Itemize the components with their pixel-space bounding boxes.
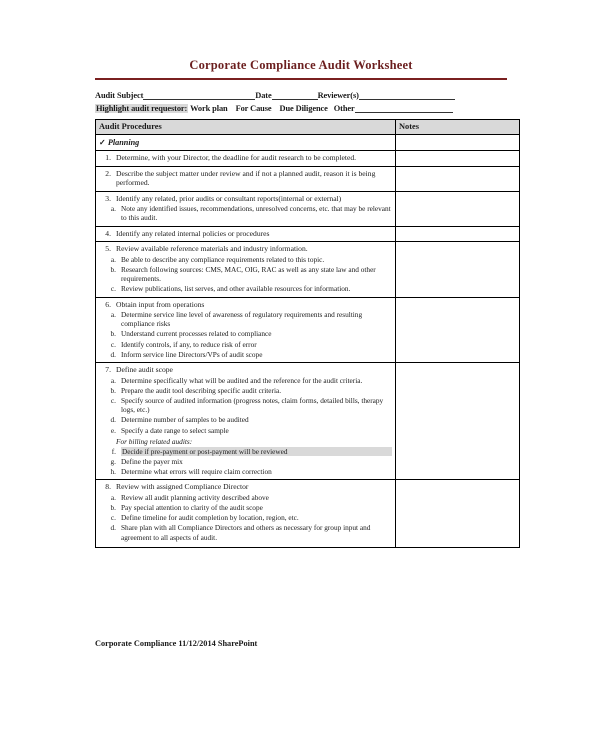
sub-letter: a.	[110, 310, 116, 320]
field-row-requestor	[95, 103, 507, 113]
procedure-cell-2	[96, 166, 396, 191]
sub-letter: c.	[110, 513, 116, 523]
sub-text: Determine what errors will require claim correction	[121, 467, 272, 477]
reviewers-label: Reviewer(s)	[317, 91, 359, 100]
table-row	[96, 166, 520, 191]
procedure-cell-1	[96, 151, 396, 167]
notes-cell-1[interactable]	[396, 151, 520, 167]
item-number: 1.	[105, 153, 111, 162]
audit-subject-input[interactable]	[143, 90, 255, 100]
item-number: 7.	[105, 365, 111, 374]
section-label: Planning	[107, 138, 140, 147]
sub-text: Determine specifically what will be audited and the reference for the audit criteria.	[121, 375, 363, 385]
item-text: Obtain input from operations	[116, 299, 205, 309]
item-number: 8.	[105, 482, 111, 492]
sub-text: Review all audit planning activity described above	[121, 492, 269, 502]
requestor-other-input[interactable]	[355, 103, 453, 113]
title-divider	[95, 78, 507, 80]
notes-cell-8[interactable]	[396, 480, 520, 548]
item-text: Identify any related internal policies or procedures	[116, 228, 270, 238]
item-text: Determine, with your Director, the deadline for audit research to be completed.	[116, 153, 357, 162]
sub-letter: a.	[110, 375, 116, 385]
document-footer: Corporate Compliance 11/12/2014 SharePoint	[95, 639, 258, 648]
notes-cell-6[interactable]	[396, 297, 520, 363]
date-label: Date	[255, 91, 272, 100]
sub-letter: c.	[110, 284, 116, 294]
sub-text: Identify controls, if any, to reduce risk of error	[121, 339, 257, 349]
notes-cell-2[interactable]	[396, 166, 520, 191]
sub-letter: a.	[110, 204, 116, 214]
procedure-cell-4	[96, 226, 396, 242]
sub-letter: c.	[110, 339, 116, 349]
sub-letter: f.	[111, 446, 116, 456]
sub-letter: h.	[110, 467, 116, 477]
sub-letter: d.	[110, 523, 116, 533]
procedure-cell-8	[96, 480, 396, 548]
worksheet	[95, 58, 507, 548]
table-row	[96, 226, 520, 242]
requestor-option-due-diligence[interactable]: Due Diligence	[279, 104, 328, 113]
sub-text: Prepare the audit tool describing specific audit criteria.	[121, 385, 282, 395]
item-text: Identify any related, prior audits or consultant reports(internal or external)	[116, 193, 342, 203]
section-label-cell	[96, 135, 396, 151]
sub-text: Understand current processes related to compliance	[121, 329, 272, 339]
item-text: Review available reference materials and industry information.	[116, 244, 308, 254]
sub-text: Pay special attention to clarity of the audit scope	[121, 503, 263, 512]
table-header-row	[96, 120, 520, 135]
column-header-notes: Notes	[396, 120, 520, 135]
sub-letter: b.	[110, 264, 116, 274]
item-number: 2.	[105, 168, 111, 178]
sub-letter: b.	[110, 385, 116, 395]
section-row-planning	[96, 135, 520, 151]
field-row-subject	[95, 90, 507, 100]
table-row	[96, 363, 520, 480]
item-text: Describe the subject matter under review and if not a planned audit, reason it is being performed.	[116, 168, 376, 188]
requestor-label: Highlight audit requestor:	[96, 104, 188, 113]
sub-letter: d.	[110, 415, 116, 425]
sub-letter: d.	[110, 349, 116, 359]
table-row	[96, 242, 520, 297]
table-row	[96, 151, 520, 167]
table-row	[96, 480, 520, 548]
sub-text: Share plan with all Compliance Directors and others as necessary for group input and agreement to all aspects of audit.	[121, 523, 371, 542]
billing-emphasis-note: For billing related audits:	[116, 436, 193, 446]
item-number: 6.	[105, 299, 111, 309]
sub-text: Define timeline for audit completion by location, region, etc.	[121, 513, 299, 523]
item-number: 5.	[105, 244, 111, 254]
table-row	[96, 297, 520, 363]
sub-letter: b.	[110, 329, 116, 339]
sub-letter: g.	[110, 456, 116, 466]
reviewers-input[interactable]	[359, 90, 455, 100]
notes-cell-3[interactable]	[396, 191, 520, 226]
sub-text: Research following sources: CMS, MAC, OIG, RAC as well as any state law and other requirements.	[121, 264, 376, 284]
procedure-cell-7	[96, 363, 396, 480]
item-text: Define audit scope	[116, 365, 173, 374]
procedure-cell-3	[96, 191, 396, 226]
sub-text: Specify a date range to select sample	[121, 425, 229, 435]
procedure-cell-6	[96, 297, 396, 363]
sub-text: Decide if pre-payment or post-payment will be reviewed	[121, 447, 392, 456]
sub-text: Determine service line level of awareness of regulatory requirements and resulting compliance risks	[121, 310, 363, 329]
audit-subject-label: Audit Subject	[95, 91, 144, 100]
sub-text: Determine number of samples to be audited	[121, 415, 249, 425]
sub-text: Be able to describe any compliance requirements related to this topic.	[121, 254, 325, 264]
sub-letter: a.	[110, 492, 116, 502]
column-header-audit-procedures: Audit Procedures	[96, 120, 396, 135]
sub-text: Review publications, list serves, and other available resources for information.	[121, 284, 351, 294]
notes-cell-5[interactable]	[396, 242, 520, 297]
requestor-option-for-cause[interactable]: For Cause	[235, 104, 272, 113]
sub-letter: c.	[110, 395, 116, 405]
item-number: 3.	[105, 193, 111, 203]
table-row	[96, 191, 520, 226]
item-number: 4.	[105, 228, 111, 238]
sub-text: Define the payer mix	[121, 456, 183, 466]
requestor-option-work-plan[interactable]: Work plan	[190, 104, 228, 113]
procedure-cell-5	[96, 242, 396, 297]
sub-text: Inform service line Directors/VPs of audit scope	[121, 349, 263, 359]
requestor-option-other[interactable]: Other	[333, 104, 355, 113]
audit-procedures-table	[95, 119, 520, 548]
sub-letter: b.	[110, 503, 116, 512]
notes-cell-7[interactable]	[396, 363, 520, 480]
checkmark-icon: ✓	[99, 138, 106, 147]
notes-cell-4[interactable]	[396, 226, 520, 242]
item-text: Review with assigned Compliance Director	[116, 482, 249, 492]
date-input[interactable]	[272, 90, 318, 100]
sub-letter: e.	[110, 425, 116, 435]
sub-text: Note any identified issues, recommendations, unresolved concerns, etc. that may be relevant to this audit.	[121, 204, 391, 223]
notes-cell-planning[interactable]	[396, 135, 520, 151]
sub-text: Specify source of audited information (progress notes, claim forms, detailed bills, therapy logs, etc.)	[121, 395, 384, 415]
sub-letter: a.	[110, 254, 116, 264]
page-title: Corporate Compliance Audit Worksheet	[189, 58, 413, 72]
